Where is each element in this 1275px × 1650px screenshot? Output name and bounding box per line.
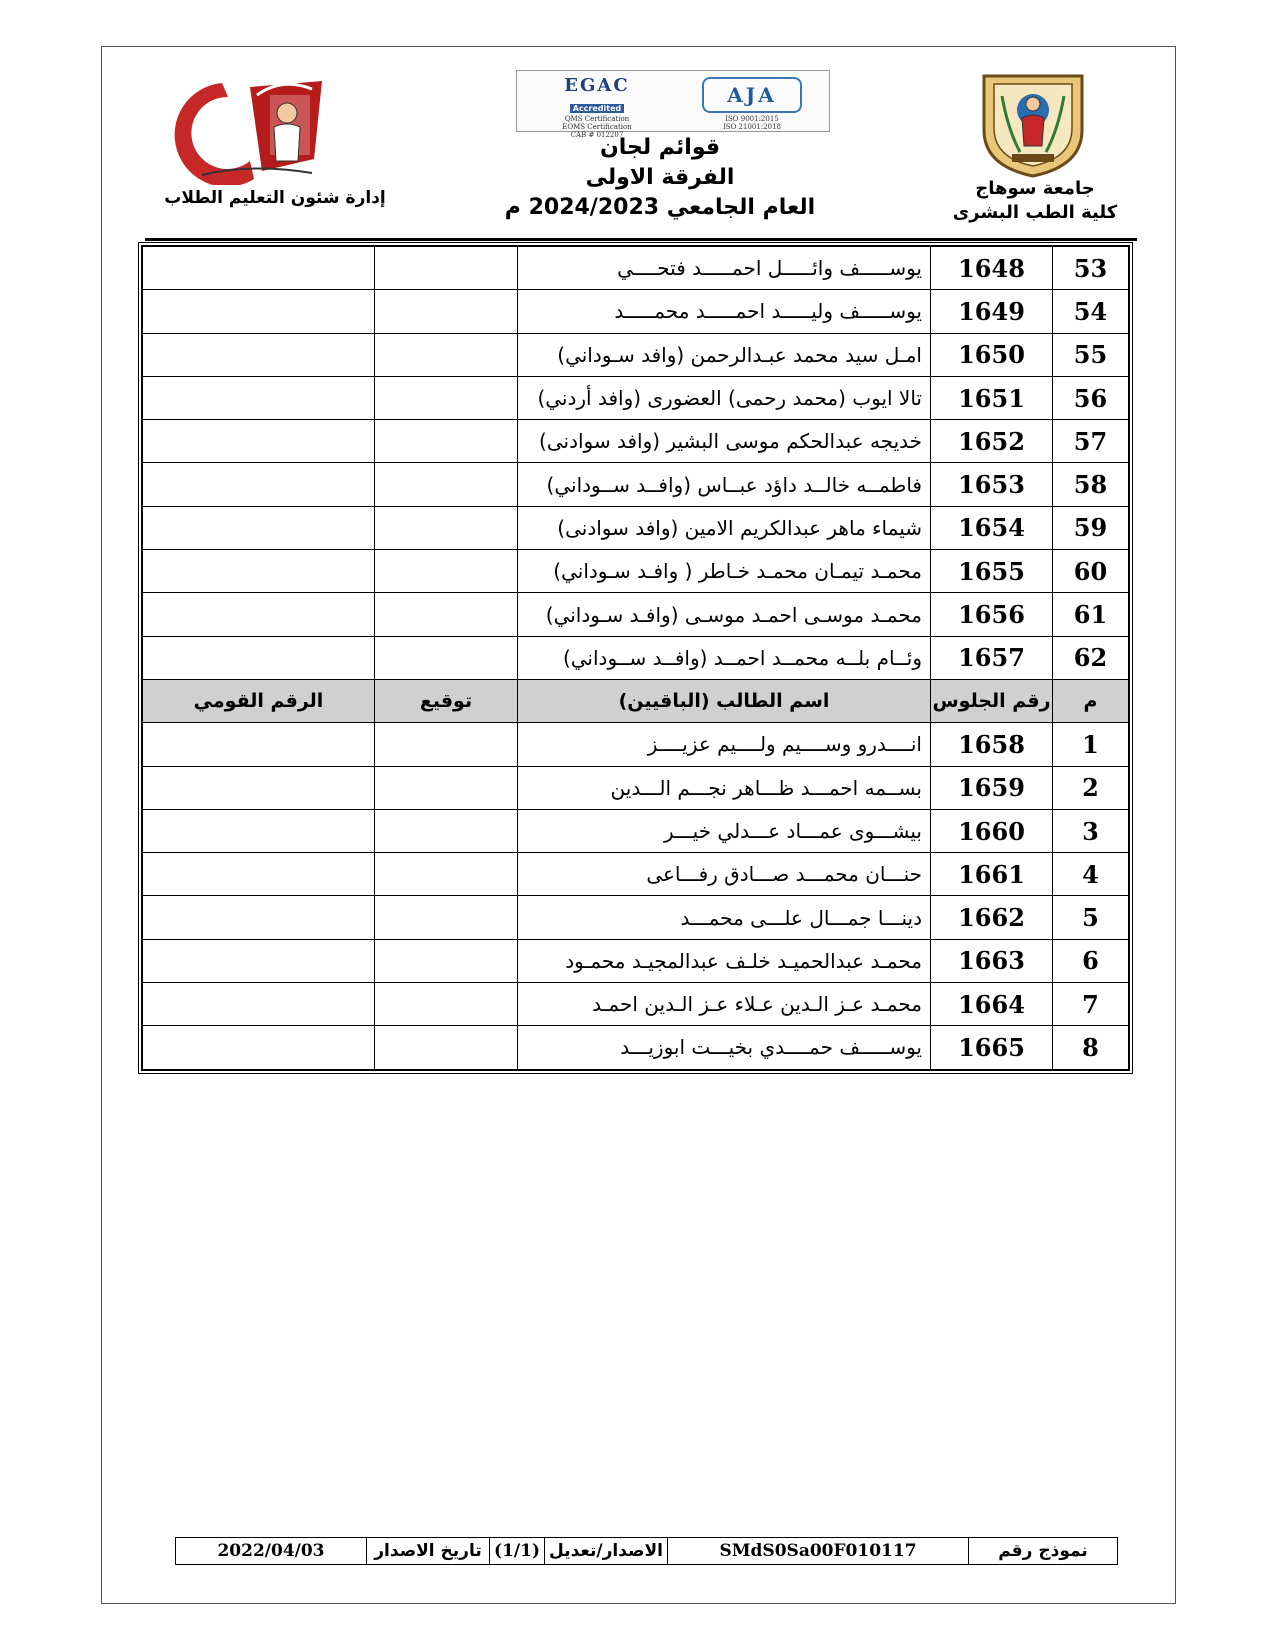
- faculty-logo: [162, 75, 342, 185]
- form-number-label: نموذج رقم: [998, 1541, 1088, 1561]
- seat-number: 1654: [931, 506, 1053, 549]
- title-line: العام الجامعي 2024/2023 م: [504, 195, 816, 220]
- header-index: م: [1053, 679, 1129, 722]
- row-index: 4: [1053, 853, 1129, 896]
- department-title: إدارة شئون التعليم الطلاب: [164, 188, 386, 208]
- header-signature: توقيع: [375, 679, 518, 722]
- egac-line: CAB # 012207: [570, 131, 624, 139]
- student-name: محمـد عـز الـدين عـلاء عـز الـدين احمـد: [518, 983, 931, 1026]
- signature-cell: [375, 247, 518, 290]
- signature-cell: [375, 420, 518, 463]
- aja-name: AJA: [702, 77, 802, 113]
- signature-cell: [375, 550, 518, 593]
- table-row: [143, 247, 1129, 290]
- issue-date-label: تاريخ الاصدار: [374, 1541, 482, 1561]
- national-id-cell: [143, 636, 375, 679]
- student-name: حنـــان محمـــد صـــادق رفـــاعى: [518, 853, 931, 896]
- title-line: الفرقة الاولى: [585, 165, 735, 190]
- seat-number: 1657: [931, 636, 1053, 679]
- university-seal: [974, 70, 1092, 178]
- student-name: وئــام بلــه محمــد احمــد (وافــد ســوداني): [518, 636, 931, 679]
- row-index: 5: [1053, 896, 1129, 939]
- table-row: [143, 939, 1129, 982]
- seat-number: 1661: [931, 853, 1053, 896]
- national-id-cell: [143, 290, 375, 333]
- seat-number: 1648: [931, 247, 1053, 290]
- title-line: قوائم لجان: [599, 135, 721, 160]
- seat-number: 1653: [931, 463, 1053, 506]
- signature-cell: [375, 290, 518, 333]
- student-name: محمـد موسـى احمـد موسـى (وافـد سـوداني): [518, 593, 931, 636]
- seat-number: 1658: [931, 723, 1053, 766]
- seat-number: 1662: [931, 896, 1053, 939]
- table-row: [143, 723, 1129, 766]
- faculty-name: كلية الطب البشرى: [952, 202, 1118, 223]
- row-index: 2: [1053, 766, 1129, 809]
- table-row: [143, 809, 1129, 852]
- student-name: انــــدرو وســــيم ولــــيم عزيــــز: [518, 723, 931, 766]
- row-index: 54: [1053, 290, 1129, 333]
- student-name: محمـد عبدالحميـد خلـف عبدالمجيـد محمـود: [518, 939, 931, 982]
- table-row: [143, 506, 1129, 549]
- table-row: [143, 333, 1129, 376]
- national-id-cell: [143, 853, 375, 896]
- national-id-cell: [143, 593, 375, 636]
- national-id-cell: [143, 506, 375, 549]
- seat-number: 1651: [931, 376, 1053, 419]
- student-name: يوســـــف حمــــدي بخيـــت ابوزيـــد: [518, 1026, 931, 1069]
- seat-number: 1655: [931, 550, 1053, 593]
- row-index: 3: [1053, 809, 1129, 852]
- row-index: 62: [1053, 636, 1129, 679]
- seat-number: 1652: [931, 420, 1053, 463]
- student-name: بســمه احمـــد ظـــاهر نجـــم الـــدين: [518, 766, 931, 809]
- university-name: جامعة سوهاج: [975, 178, 1095, 199]
- signature-cell: [375, 1026, 518, 1069]
- student-name: تالا ايوب (محمد رحمى) العضورى (وافد أردني): [518, 376, 931, 419]
- signature-cell: [375, 723, 518, 766]
- header-national-id: الرقم القومي: [143, 679, 375, 722]
- national-id-cell: [143, 983, 375, 1026]
- certification-box: [516, 70, 830, 139]
- egac-badge: Accredited: [570, 104, 625, 113]
- signature-cell: [375, 766, 518, 809]
- header-divider: [145, 238, 1137, 241]
- national-id-cell: [143, 463, 375, 506]
- signature-cell: [375, 376, 518, 419]
- student-name: خديجه عبدالحكم موسى البشير (وافد سوادنى): [518, 420, 931, 463]
- seat-number: 1650: [931, 333, 1053, 376]
- table-row: [143, 463, 1129, 506]
- row-index: 1: [1053, 723, 1129, 766]
- table-row: [143, 853, 1129, 896]
- national-id-cell: [143, 550, 375, 593]
- issue-date: 2022/04/03: [217, 1541, 325, 1561]
- university-name-block: [945, 177, 1125, 225]
- table-row: [143, 766, 1129, 809]
- national-id-cell: [143, 1026, 375, 1069]
- form-number: SMdS0Sa00F010117: [719, 1541, 917, 1561]
- signature-cell: [375, 463, 518, 506]
- national-id-cell: [143, 766, 375, 809]
- row-index: 59: [1053, 506, 1129, 549]
- roster-table: [142, 246, 1129, 1070]
- row-index: 56: [1053, 376, 1129, 419]
- student-name: يوســـــف وليـــــد احمـــــد محمـــــد: [518, 290, 931, 333]
- table-header-row: [143, 679, 1129, 722]
- row-index: 8: [1053, 1026, 1129, 1069]
- table-row: [143, 593, 1129, 636]
- row-index: 60: [1053, 550, 1129, 593]
- table-row: [143, 290, 1129, 333]
- document-title: [480, 133, 840, 223]
- national-id-cell: [143, 896, 375, 939]
- row-index: 61: [1053, 593, 1129, 636]
- student-name: دينـــا جمـــال علـــى محمـــد: [518, 896, 931, 939]
- row-index: 7: [1053, 983, 1129, 1026]
- row-index: 55: [1053, 333, 1129, 376]
- signature-cell: [375, 809, 518, 852]
- table-row: [143, 896, 1129, 939]
- table-row: [143, 636, 1129, 679]
- table-row: [143, 420, 1129, 463]
- student-roster: [138, 242, 1133, 1074]
- egac-line: QMS Certification: [564, 115, 630, 123]
- signature-cell: [375, 983, 518, 1026]
- student-name: بيشـــوى عمـــاد عـــدلي خيـــر: [518, 809, 931, 852]
- aja-line: ISO 21001:2018: [723, 123, 781, 131]
- row-index: 58: [1053, 463, 1129, 506]
- form-footer: [175, 1537, 1118, 1565]
- egac-name: EGAC: [564, 75, 630, 96]
- seat-number: 1665: [931, 1026, 1053, 1069]
- seat-number: 1664: [931, 983, 1053, 1026]
- seat-number: 1663: [931, 939, 1053, 982]
- national-id-cell: [143, 723, 375, 766]
- revision-label: الاصدار/تعديل: [549, 1541, 663, 1561]
- header-student-name: اسم الطالب (الباقيين): [518, 679, 931, 722]
- signature-cell: [375, 896, 518, 939]
- national-id-cell: [143, 420, 375, 463]
- egac-line: EOMS Certification: [562, 123, 632, 131]
- row-index: 57: [1053, 420, 1129, 463]
- signature-cell: [375, 506, 518, 549]
- header-seat-number: رقم الجلوس: [931, 679, 1053, 722]
- table-row: [143, 983, 1129, 1026]
- signature-cell: [375, 593, 518, 636]
- national-id-cell: [143, 247, 375, 290]
- student-name: امـل سيد محمد عبـدالرحمن (وافد سـوداني): [518, 333, 931, 376]
- signature-cell: [375, 853, 518, 896]
- national-id-cell: [143, 376, 375, 419]
- row-index: 6: [1053, 939, 1129, 982]
- student-name: محمـد تيمـان محمـد خـاطر ( وافـد سـوداني): [518, 550, 931, 593]
- aja-logo: [697, 75, 807, 131]
- national-id-cell: [143, 809, 375, 852]
- seat-number: 1649: [931, 290, 1053, 333]
- national-id-cell: [143, 939, 375, 982]
- table-row: [143, 376, 1129, 419]
- seat-number: 1660: [931, 809, 1053, 852]
- signature-cell: [375, 939, 518, 982]
- egac-logo: [537, 75, 657, 139]
- student-name: شيماء ماهر عبدالكريم الامين (وافد سوادنى): [518, 506, 931, 549]
- national-id-cell: [143, 333, 375, 376]
- signature-cell: [375, 333, 518, 376]
- table-row: [143, 550, 1129, 593]
- student-name: يوســـــف وائـــــل احمـــــد فتحــــي: [518, 247, 931, 290]
- signature-cell: [375, 636, 518, 679]
- seat-number: 1656: [931, 593, 1053, 636]
- revision-value: (1/1): [494, 1541, 540, 1561]
- student-name: فاطمــه خالــد داؤد عبــاس (وافــد ســوداني): [518, 463, 931, 506]
- row-index: 53: [1053, 247, 1129, 290]
- table-row: [143, 1026, 1129, 1069]
- aja-line: ISO 9001:2015: [725, 115, 779, 123]
- seat-number: 1659: [931, 766, 1053, 809]
